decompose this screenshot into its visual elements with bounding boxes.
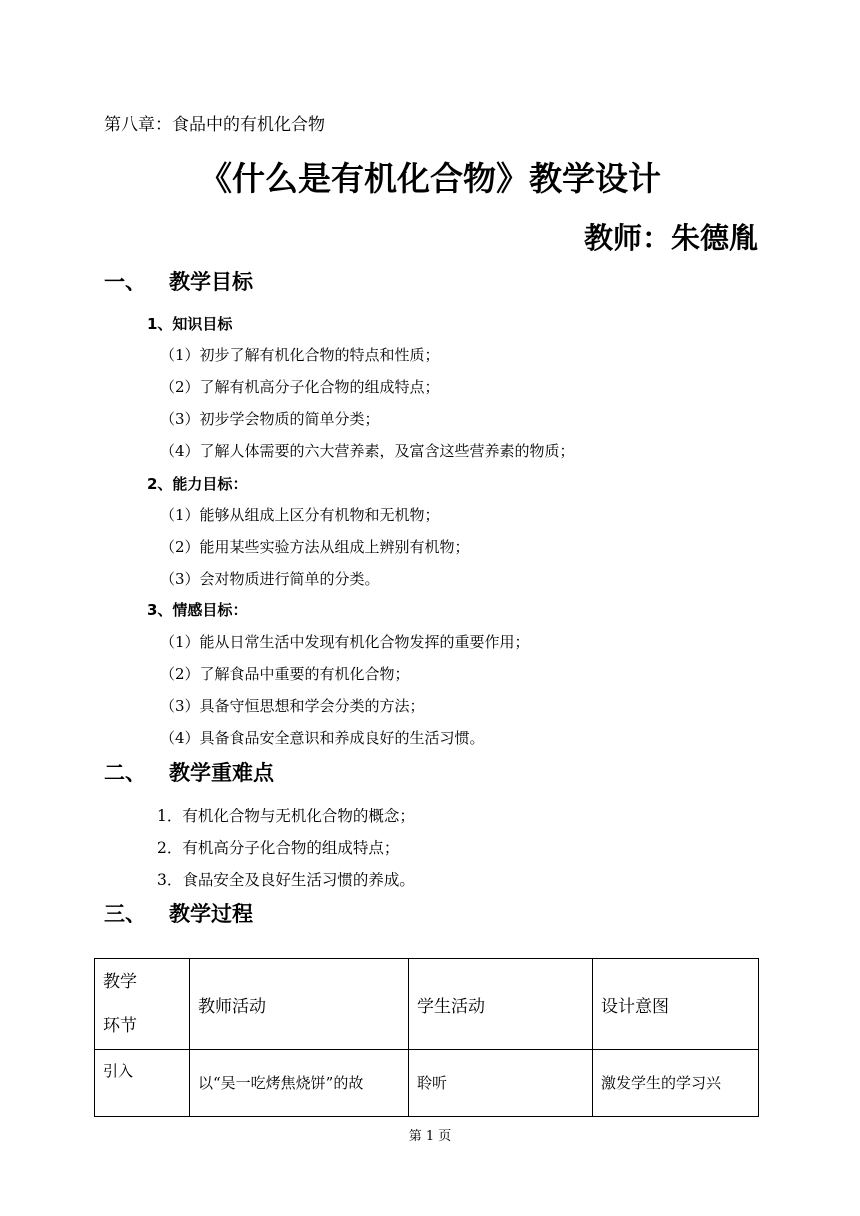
key-point-item: 2．有机高分子化合物的组成特点； xyxy=(157,839,400,857)
header-stage-line2: 环节 xyxy=(103,1016,137,1036)
objective-heading: 3、情感目标： xyxy=(147,601,248,619)
objective-item: （3）具备守恒思想和学会分类的方法； xyxy=(160,697,425,715)
table-cell: 激发学生的学习兴 xyxy=(593,1050,759,1117)
table-cell: 引入 xyxy=(95,1050,190,1117)
section-number: 一、 xyxy=(104,270,146,294)
section-number: 二、 xyxy=(104,761,146,785)
table-cell: 以“吴一吃烤焦烧饼”的故 xyxy=(190,1050,409,1117)
header-cell-student: 学生活动 xyxy=(409,959,593,1050)
objective-item: （4）了解人体需要的六大营养素，及富含这些营养素的物质； xyxy=(160,442,575,460)
objective-item: （3）初步学会物质的简单分类； xyxy=(160,410,380,428)
objective-item: （1）能从日常生活中发现有机化合物发挥的重要作用； xyxy=(160,633,530,651)
section-number: 三、 xyxy=(104,902,146,926)
objective-item: （2）能用某些实验方法从组成上辨别有机物； xyxy=(160,538,470,556)
table-header-row xyxy=(95,959,759,1050)
table-cell: 聆听 xyxy=(409,1050,593,1117)
key-point-item: 1．有机化合物与无机化合物的概念； xyxy=(157,807,415,825)
chapter-heading: 第八章：食品中的有机化合物 xyxy=(104,115,325,135)
objective-item: （3）会对物质进行简单的分类。 xyxy=(160,570,380,588)
objective-item: （1）能够从组成上区分有机物和无机物； xyxy=(160,506,440,524)
section-title: 教学过程 xyxy=(169,902,253,926)
objective-item: （1）初步了解有机化合物的特点和性质； xyxy=(160,346,440,364)
objective-item: （2）了解食品中重要的有机化合物； xyxy=(160,665,410,683)
page-number-footer: 第 1 页 xyxy=(408,1129,452,1144)
header-cell-stage xyxy=(95,959,190,1050)
objective-item: （2）了解有机高分子化合物的组成特点； xyxy=(160,378,440,396)
objective-heading: 2、能力目标： xyxy=(147,475,248,493)
header-cell-intent: 设计意图 xyxy=(593,959,759,1050)
header-cell-teacher: 教师活动 xyxy=(190,959,409,1050)
document-title: 《什么是有机化合物》教学设计 xyxy=(199,159,661,198)
objective-heading: 1、知识目标 xyxy=(147,315,233,333)
key-point-item: 3．食品安全及良好生活习惯的养成。 xyxy=(157,871,415,889)
header-stage-line1: 教学 xyxy=(103,972,137,992)
objective-item: （4）具备食品安全意识和养成良好的生活习惯。 xyxy=(160,729,485,747)
table-row xyxy=(95,1050,759,1117)
teaching-process-table xyxy=(94,958,759,1117)
section-title: 教学目标 xyxy=(169,270,253,294)
section-title: 教学重难点 xyxy=(169,761,274,785)
teacher-name: 教师：朱德胤 xyxy=(583,221,758,255)
